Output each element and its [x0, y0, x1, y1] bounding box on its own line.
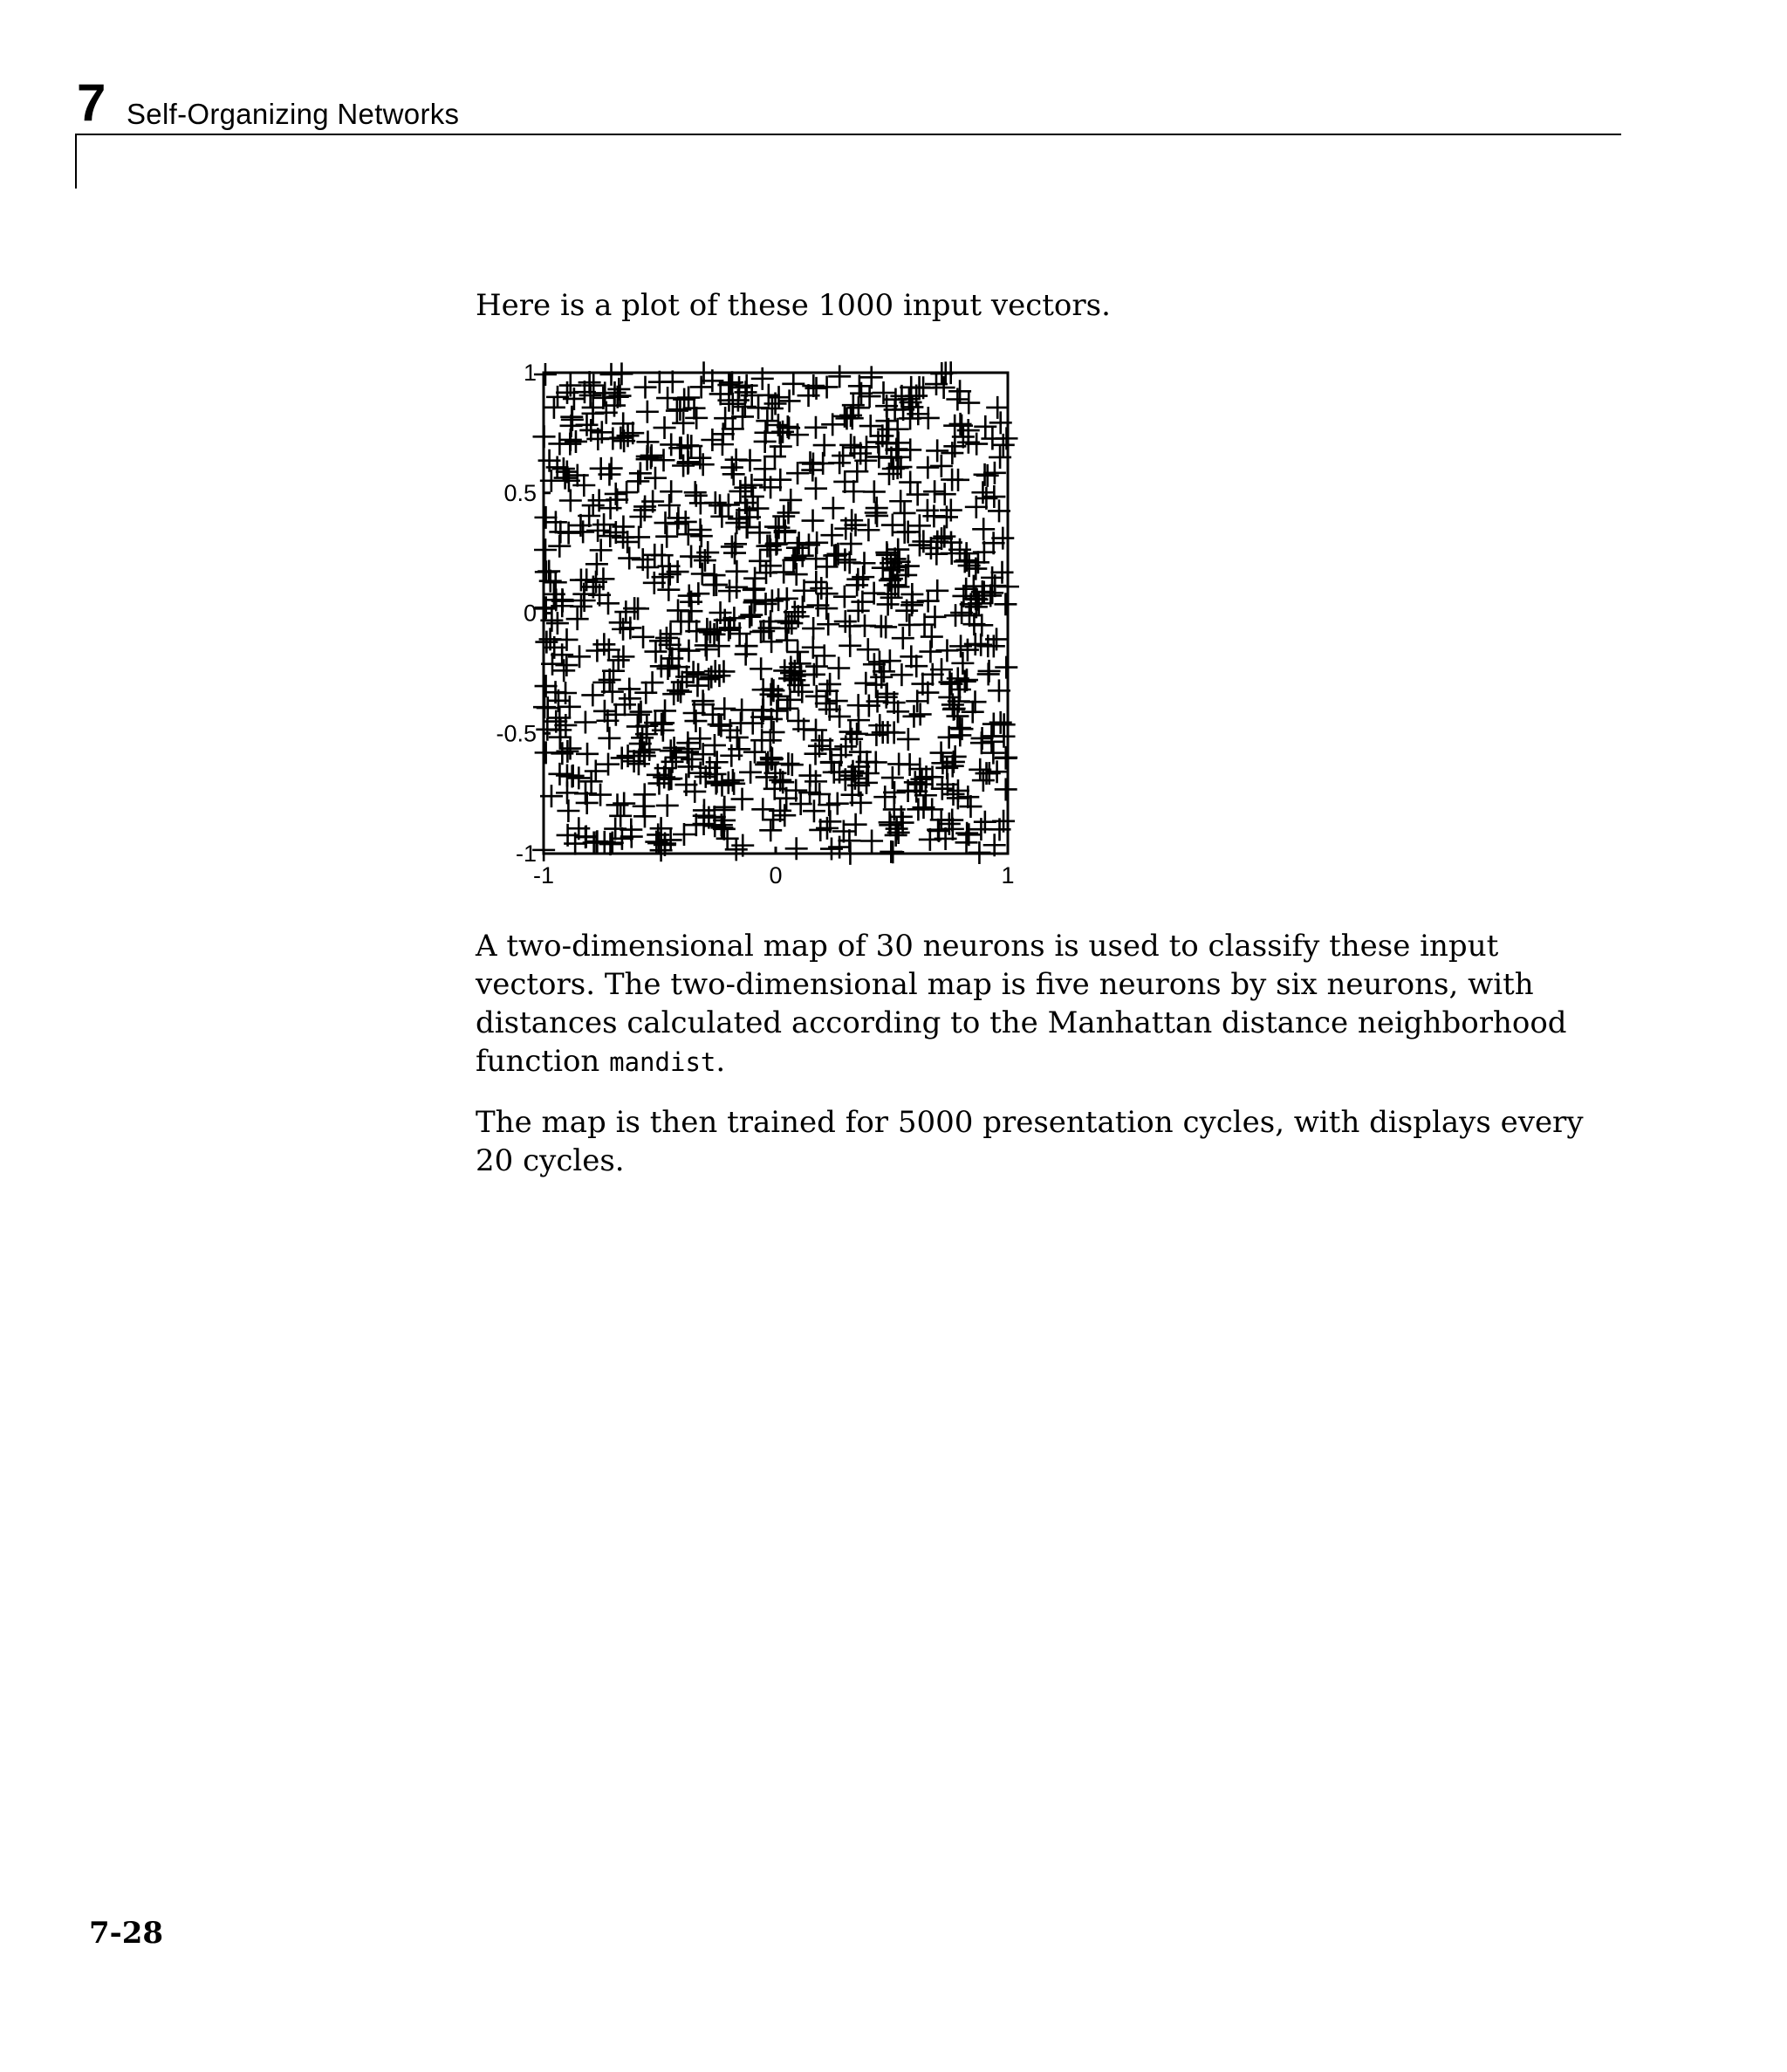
chapter-title: Self-Organizing Networks — [127, 98, 460, 130]
scatter-point — [926, 580, 948, 602]
scatter-point — [873, 381, 895, 404]
scatter-point — [942, 783, 965, 806]
scatter-point — [636, 401, 659, 423]
scatter-point — [579, 371, 601, 394]
scatter-point — [955, 822, 978, 845]
scatter-point — [682, 661, 705, 683]
scatter-point — [991, 527, 1014, 550]
scatter-point — [660, 828, 682, 851]
x-tick-label: -1 — [532, 862, 555, 888]
scatter-point — [983, 532, 1005, 554]
scatter-point — [692, 453, 715, 476]
scatter-point — [857, 638, 880, 661]
scatter-point — [909, 703, 932, 725]
scatter-point — [755, 593, 777, 615]
scatter-point — [618, 547, 640, 570]
scatter-point — [833, 586, 856, 608]
scatter-point — [808, 783, 831, 806]
scatter-point — [951, 652, 974, 675]
header-tick — [75, 134, 77, 189]
scatter-point — [828, 365, 851, 388]
scatter-point — [785, 837, 808, 860]
scatter-point — [711, 433, 734, 456]
scatter-point — [684, 481, 707, 504]
chapter-number: 7 — [77, 73, 106, 132]
scatter-point — [971, 481, 994, 504]
scatter-point — [926, 439, 948, 462]
scatter-point — [738, 606, 761, 628]
scatter-point — [650, 713, 673, 736]
scatter-point — [672, 412, 695, 435]
scatter-point — [881, 840, 904, 863]
scatter-point — [870, 615, 893, 638]
scatter-point — [740, 474, 763, 497]
scatter-point — [535, 675, 558, 697]
scatter-point — [634, 682, 657, 704]
scatter-point — [804, 770, 827, 792]
scatter-point — [598, 727, 620, 750]
scatter-point — [600, 457, 623, 480]
scatter-point — [677, 523, 700, 545]
scatter-point — [969, 758, 991, 781]
scatter-point — [822, 497, 845, 519]
scatter-point — [931, 778, 954, 800]
scatter-point — [743, 591, 766, 614]
scatter-point — [750, 657, 772, 680]
y-tick-label: -1 — [515, 840, 537, 867]
scatter-point — [559, 429, 582, 451]
scatter-plot — [476, 353, 1034, 912]
scatter-point — [804, 477, 827, 500]
scatter-point — [839, 635, 861, 657]
scatter-point — [534, 363, 557, 386]
scatter-point — [860, 829, 883, 852]
scatter-point — [562, 765, 585, 787]
scatter-point — [899, 753, 921, 776]
scatter-point — [868, 650, 891, 673]
scatter-point — [565, 430, 587, 453]
scatter-point — [574, 711, 597, 734]
scatter-point — [609, 611, 632, 634]
scatter-point — [852, 552, 875, 574]
scatter-point — [654, 511, 677, 534]
page-number: 7-28 — [89, 1916, 164, 1951]
training-paragraph: The map is then trained for 5000 presentation cycles, with displays every 20 cycles. — [476, 1105, 1584, 1178]
scatter-point — [634, 376, 657, 399]
scatter-point — [599, 833, 622, 855]
y-tick-label: -0.5 — [496, 720, 537, 747]
scatter-point — [607, 648, 630, 671]
scatter-point — [656, 794, 679, 817]
scatter-point — [846, 723, 868, 745]
scatter-point — [678, 585, 701, 607]
scatter-point — [655, 525, 678, 548]
scatter-point — [751, 798, 774, 820]
scatter-point — [582, 494, 605, 517]
scatter-point — [613, 792, 635, 815]
scatter-point — [863, 480, 886, 503]
scatter-point — [590, 539, 613, 561]
scatter-point — [618, 677, 640, 700]
scatter-point — [534, 539, 557, 561]
scatter-point — [609, 805, 632, 827]
scatter-point — [931, 751, 954, 774]
scatter-point — [972, 518, 995, 540]
scatter-point — [974, 463, 996, 486]
scatter-point — [721, 535, 743, 558]
header-rule — [75, 134, 1621, 135]
scatter-point — [930, 455, 953, 477]
scatter-point — [761, 589, 784, 612]
scatter-point — [930, 527, 953, 550]
x-tick-label: 1 — [1001, 862, 1015, 888]
scatter-point — [605, 483, 627, 505]
scatter-point — [817, 613, 839, 635]
scatter-point — [616, 531, 639, 553]
scatter-point — [534, 506, 557, 529]
scatter-point — [992, 434, 1015, 456]
scatter-point — [581, 683, 604, 706]
scatter-point — [834, 610, 857, 633]
scatter-point — [802, 617, 825, 640]
y-tick-label: 0.5 — [503, 479, 537, 506]
mandist-code: mandist — [609, 1047, 716, 1077]
scatter-point — [763, 445, 786, 468]
scatter-point — [986, 396, 1009, 419]
scatter-point — [691, 562, 714, 585]
scatter-point — [810, 577, 832, 600]
scatter-point — [855, 436, 878, 458]
scatter-point — [708, 713, 730, 736]
scatter-point — [627, 525, 650, 548]
scatter-point — [650, 817, 673, 840]
scatter-point — [802, 374, 825, 397]
scatter-point — [762, 679, 784, 702]
scatter-point — [786, 462, 809, 484]
map-description-paragraph — [476, 927, 1627, 1081]
scatter-point — [599, 525, 621, 547]
scatter-point — [995, 746, 1017, 769]
scatter-point — [760, 746, 783, 769]
y-tick-label: 0 — [523, 600, 537, 627]
scatter-point — [663, 737, 686, 759]
y-tick-label: 1 — [523, 360, 537, 386]
scatter-point — [729, 480, 751, 503]
scatter-point — [962, 701, 984, 724]
scatter-point — [782, 373, 804, 395]
scatter-point — [574, 782, 597, 805]
scatter-point — [798, 765, 821, 787]
scatter-figure — [476, 353, 1034, 916]
scatter-point — [816, 817, 839, 840]
scatter-points — [532, 361, 1019, 865]
scatter-point — [816, 680, 839, 703]
scatter-point — [910, 768, 933, 791]
scatter-point — [561, 408, 584, 431]
scatter-point — [865, 724, 887, 746]
scatter-point — [897, 728, 920, 751]
scatter-point — [606, 793, 629, 816]
scatter-point — [558, 696, 581, 718]
map-description-suffix: . — [715, 1044, 726, 1079]
scatter-point — [546, 386, 569, 408]
scatter-point — [845, 514, 867, 537]
scatter-point — [941, 755, 964, 778]
scatter-point — [710, 505, 733, 528]
scatter-point — [559, 489, 582, 511]
scatter-point — [759, 819, 782, 841]
scatter-point — [654, 416, 676, 439]
scatter-point — [919, 641, 941, 663]
intro-paragraph: Here is a plot of these 1000 input vectors. — [476, 288, 1111, 323]
scatter-point — [777, 501, 800, 524]
map-description-text: A two-dimensional map of 30 neurons is used to classify these input vectors. The two-dimensional map is five neurons by six neurons, with distances calculated according to the Manhattan distance neighborhood function — [476, 929, 1567, 1079]
scatter-point — [593, 700, 616, 723]
scatter-point — [776, 629, 798, 652]
scatter-point — [917, 407, 940, 429]
scatter-point — [889, 490, 912, 512]
scatter-point — [740, 604, 763, 627]
scatter-point — [835, 407, 858, 429]
scatter-point — [768, 386, 791, 408]
scatter-point — [902, 705, 925, 728]
scatter-point — [941, 442, 963, 464]
scatter-point — [804, 718, 827, 741]
scatter-point — [544, 511, 567, 533]
scatter-point — [971, 727, 994, 750]
scatter-point — [773, 804, 796, 827]
scatter-point — [916, 456, 939, 479]
scatter-point — [552, 659, 575, 682]
scatter-point — [713, 697, 736, 720]
scatter-point — [722, 607, 745, 629]
scatter-point — [802, 510, 825, 532]
x-tick-label: 0 — [769, 862, 783, 888]
scatter-point — [535, 741, 558, 764]
scatter-point — [992, 725, 1015, 748]
scatter-point — [633, 805, 656, 827]
scatter-point — [660, 480, 682, 503]
scatter-point — [673, 823, 695, 846]
scatter-point — [543, 396, 565, 419]
scatter-point — [629, 505, 652, 528]
scatter-point — [611, 746, 633, 769]
scatter-point — [722, 463, 745, 485]
scatter-point — [701, 429, 723, 451]
scatter-point — [900, 593, 923, 616]
scatter-point — [982, 742, 1004, 765]
